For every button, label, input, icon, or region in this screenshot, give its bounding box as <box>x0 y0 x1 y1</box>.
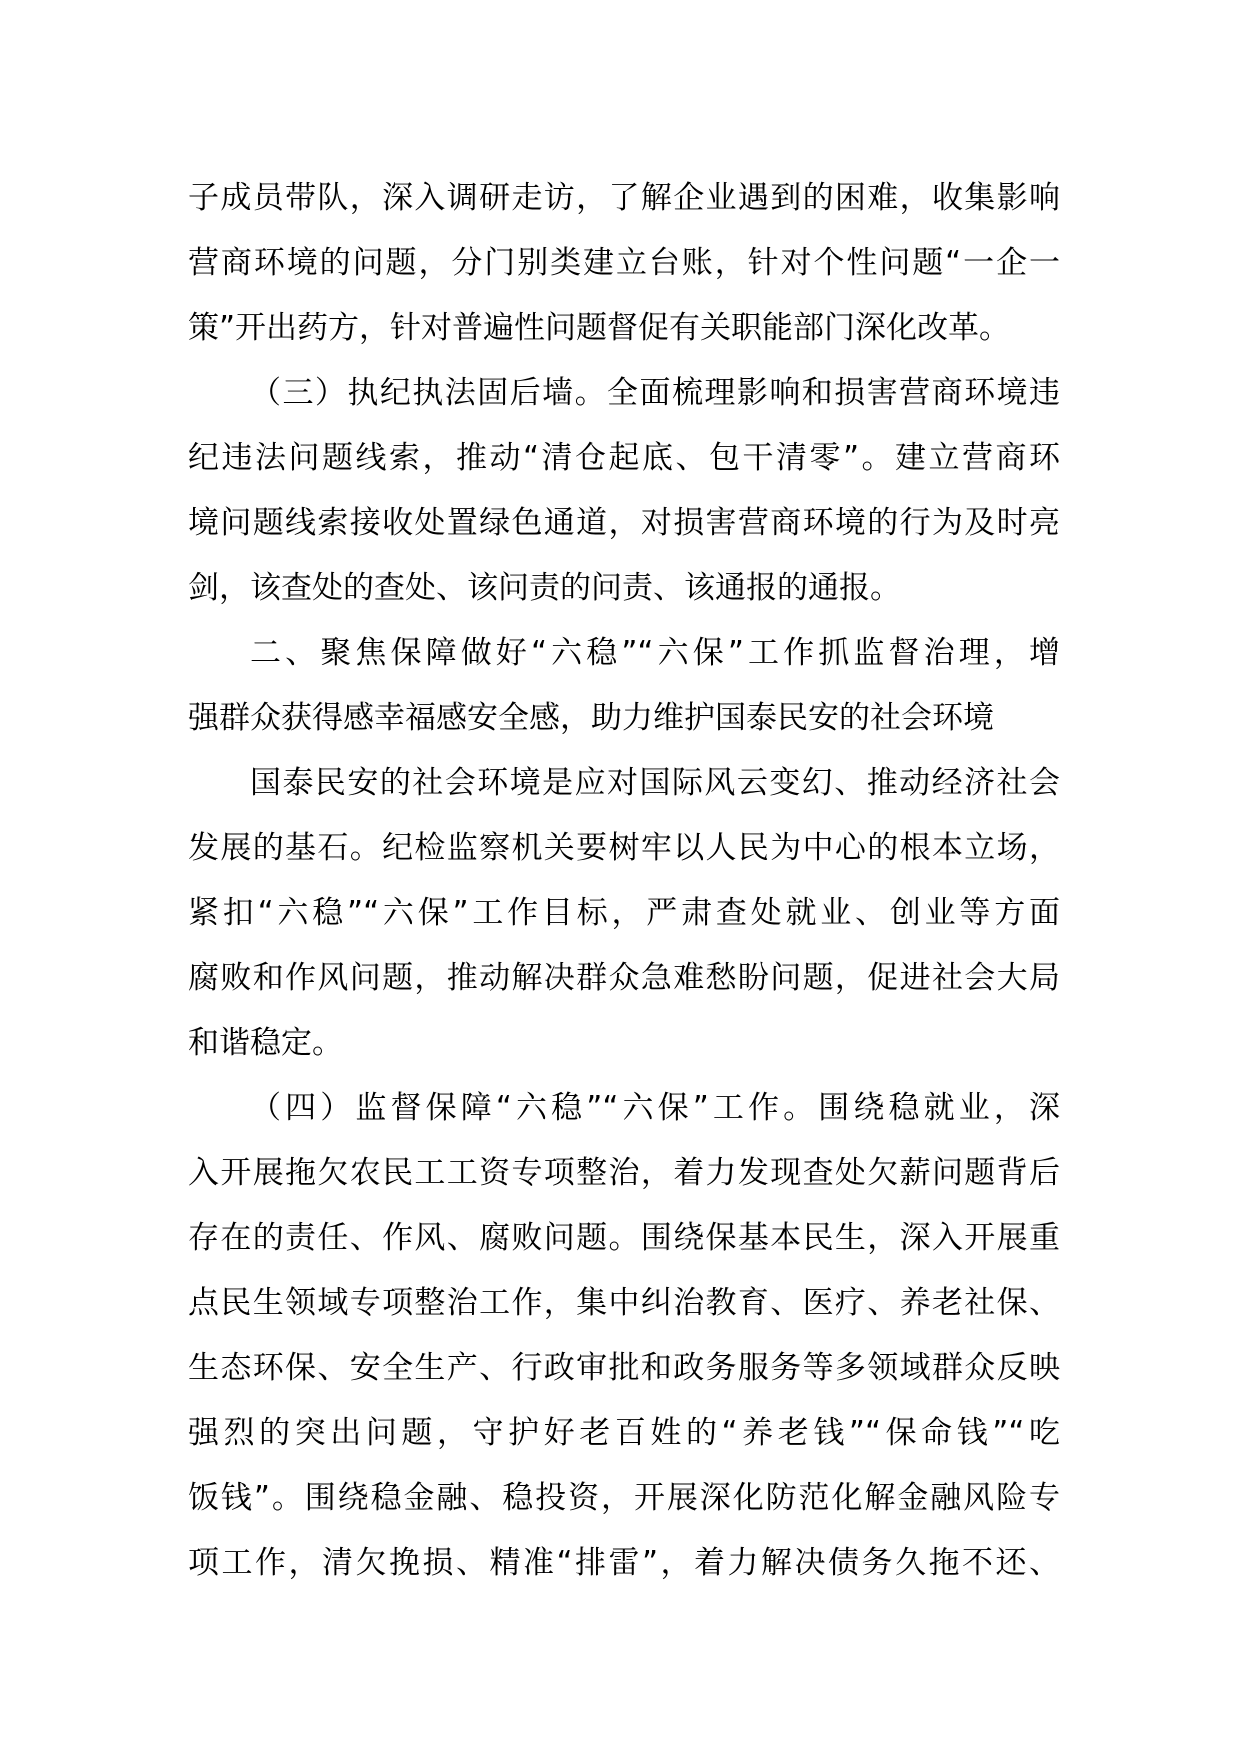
text-line: 强群众获得感幸福感安全感，助力维护国泰民安的社会环境 <box>188 700 994 736</box>
text-line: 点民生领域专项整治工作，集中纠治教育、医疗、养老社保、 <box>188 1285 1060 1321</box>
text-line: 饭钱”。围绕稳金融、稳投资，开展深化防范化解金融风险专 <box>188 1480 1060 1516</box>
text-line: 腐败和作风问题，推动解决群众急难愁盼问题，促进社会大局 <box>188 960 1060 996</box>
text-line: 入开展拖欠农民工工资专项整治，着力发现查处欠薪问题背后 <box>188 1155 1060 1191</box>
text-line: 强烈的突出问题，守护好老百姓的“养老钱”“保命钱”“吃 <box>188 1415 1060 1451</box>
text-line: 生态环保、安全生产、行政审批和政务服务等多领域群众反映 <box>188 1350 1060 1386</box>
text-line: 存在的责任、作风、腐败问题。围绕保基本民生，深入开展重 <box>188 1220 1060 1256</box>
text-line: 和谐稳定。 <box>188 1025 343 1061</box>
text-line: 营商环境的问题，分门别类建立台账，针对个性问题“一企一 <box>188 245 1060 281</box>
text-line: 子成员带队，深入调研走访，了解企业遇到的困难，收集影响 <box>188 180 1060 216</box>
text-line: （三）执纪执法固后墙。全面梳理影响和损害营商环境违 <box>250 375 1060 411</box>
text-line: （四）监督保障“六稳”“六保”工作。围绕稳就业，深 <box>250 1090 1060 1126</box>
text-line: 项工作，清欠挽损、精准“排雷”，着力解决债务久拖不还、 <box>188 1545 1060 1581</box>
text-line: 国泰民安的社会环境是应对国际风云变幻、推动经济社会 <box>250 765 1060 801</box>
text-line: 剑，该查处的查处、该问责的问责、该通报的通报。 <box>188 570 901 606</box>
text-line: 二、聚焦保障做好“六稳”“六保”工作抓监督治理，增 <box>250 635 1060 671</box>
text-line: 发展的基石。纪检监察机关要树牢以人民为中心的根本立场， <box>188 830 1060 866</box>
text-line: 紧扣“六稳”“六保”工作目标，严肃查处就业、创业等方面 <box>188 895 1060 931</box>
text-line: 境问题线索接收处置绿色通道，对损害营商环境的行为及时亮 <box>188 505 1060 541</box>
text-line: 策”开出药方，针对普遍性问题督促有关职能部门深化改革。 <box>188 310 1011 346</box>
document-body <box>188 166 1060 1596</box>
text-line: 纪违法问题线索，推动“清仓起底、包干清零”。建立营商环 <box>188 440 1060 476</box>
